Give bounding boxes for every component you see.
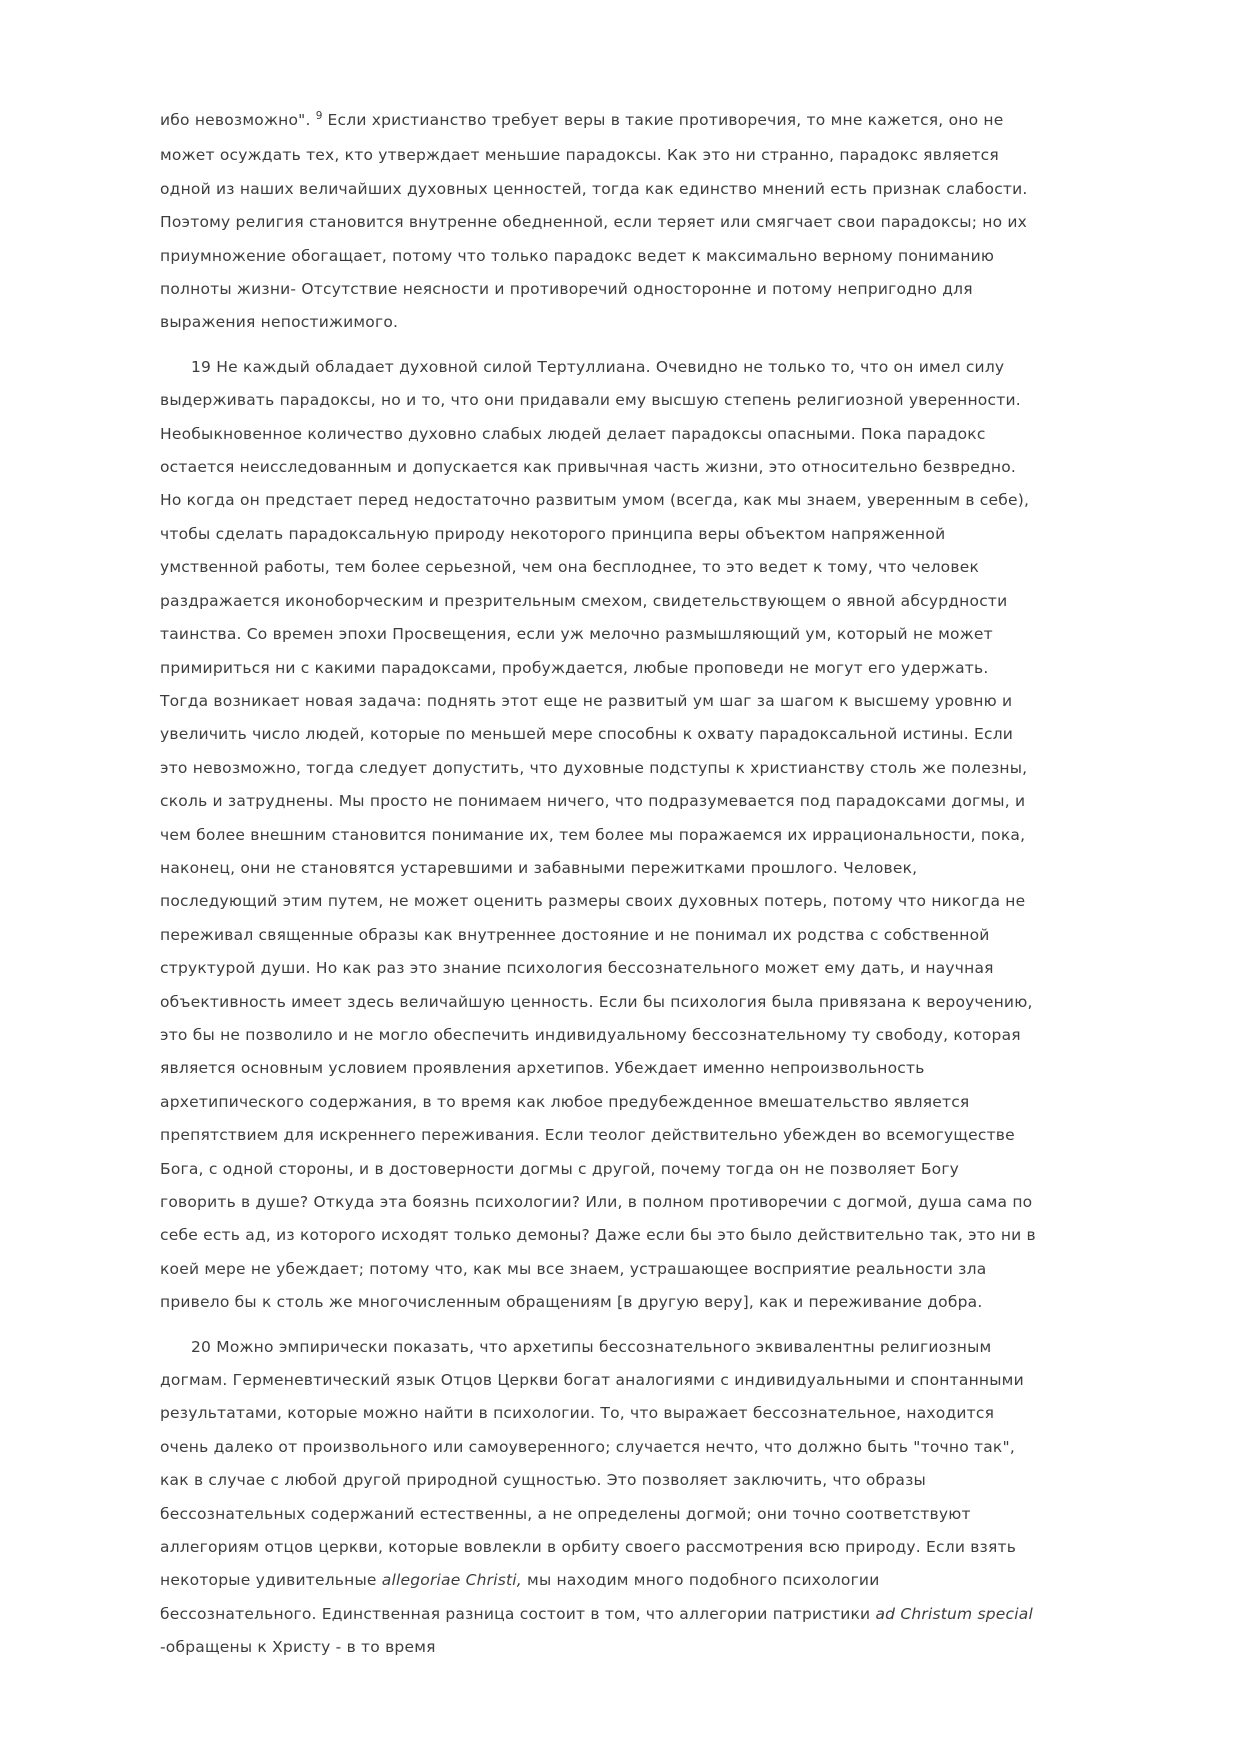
paragraph-p1 (160, 104, 1036, 340)
text-run: мы находим много подобного психологии бессознательного. Единственная разница состоит в том, что аллегории патристики (160, 1571, 880, 1623)
text-run: Если христианство требует веры в такие противоречия, то мне кажется, оно не может осуждать тех, кто утверждает меньшие парадоксы. Как это ни странно, парадокс является одной из наших величайших духовных ценностей, тогда как единство мнений есть признак слабости. Поэтому религия становится внутренне обедненной, если теряет или смягчает свои парадоксы; но их приумножение обогащает, потому что только парадокс ведет к максимально верному пониманию полноты жизни- Отсутствие неясности и противоречий односторонне и потому непригодно для выражения непостижимого. (160, 111, 1028, 332)
text-run: ad Christum special (875, 1604, 1033, 1623)
document-text-block (160, 104, 1036, 1676)
text-run: -обращены к Христу - в то время (160, 1638, 436, 1657)
text-run: allegoriae Christi, (381, 1571, 522, 1590)
footnote-reference: 9 (315, 110, 323, 122)
paragraph-p19 (160, 351, 1036, 1320)
text-run: 20 Можно эмпирически показать, что архетипы бессознательного эквивалентны религиозным догмам. Герменевтический язык Отцов Церкви богат аналогиями с индивидуальными и спонтанными результатами, которые можно найти в психологии. То, что выражает бессознательное, находится очень далеко от произвольного или самоуверенного; случается нечто, что должно быть "точно так", как в случае с любой другой природной сущностью. Это позволяет заключить, что образы бессознательных содержаний естественны, а не определены догмой; они точно соответствуют аллегориям отцов церкви, которые вовлекли в орбиту своего рассмотрения всю природу. Если взять некоторые удивительные (160, 1337, 1024, 1590)
text-run: ибо невозможно". (160, 111, 316, 129)
paragraph-p20 (160, 1331, 1036, 1665)
text-run: 19 Не каждый обладает духовной силой Тертуллиана. Очевидно не только то, что он имел силу выдерживать парадоксы, но и то, что они придавали ему высшую степень религиозной уверенности. Необыкновенное количество духовно слабых людей делает парадоксы опасными. Пока парадокс остается неисследованным и допускается как привычная часть жизни, это относительно безвредно. Но когда он предстает перед недостаточно развитым умом (всегда, как мы знаем, уверенным в себе), чтобы сделать парадоксальную природу некоторого принципа веры объектом напряженной умственной работы, тем более серьезной, чем она бесплоднее, то это ведет к тому, что человек раздражается иконоборческим и презрительным смехом, свидетельствующем о явной абсурдности таинства. Со времен эпохи Просвещения, если уж мелочно размышляющий ум, который не может примириться ни с какими парадоксами, пробуждается, любые проповеди не могут его удержать. Тогда возникает новая задача: поднять этот еще не развитый ум шаг за шагом к высшему уровню и увеличить число людей, которые по меньшей мере способны к охвату парадоксальной истины. Если это невозможно, тогда следует допустить, что духовные подступы к христианству столь же полезны, сколь и затруднены. Мы просто не понимаем ничего, что подразумевается под парадоксами догмы, и чем более внешним становится понимание их, тем более мы поражаемся их иррациональности, пока, наконец, они не становятся устаревшими и забавными пережитками прошлого. Человек, последующий этим путем, не может оценить размеры своих духовных потерь, потому что никогда не переживал священные образы как внутреннее достояние и не понимал их родства с собственной структурой души. Но как раз это знание психология бессознательного может ему дать, и научная объективность имеет здесь величайшую ценность. Если бы психология была привязана к вероучению, это бы не позволило и не могло обеспечить индивидуальному бессознательному ту свободу, которая является основным условием проявления архетипов. Убеждает именно непроизвольность архетипического содержания, в то время как любое предубежденное вмешательство является препятствием для искреннего переживания. Если теолог действительно убежден во всемогуществе Бога, с одной стороны, и в достоверности догмы с другой, почему тогда он не позволяет Богу говорить в душе? Откуда эта боязнь психологии? Или, в полном противоречии с догмой, душа сама по себе есть ад, из которого исходят только демоны? Даже если бы это было действительно так, это ни в коей мере не убеждает; потому что, как мы все знаем, устрашающее восприятие реальности зла привело бы к столь же многочисленным обращениям [в другую веру], как и переживание добра. (160, 357, 1036, 1312)
